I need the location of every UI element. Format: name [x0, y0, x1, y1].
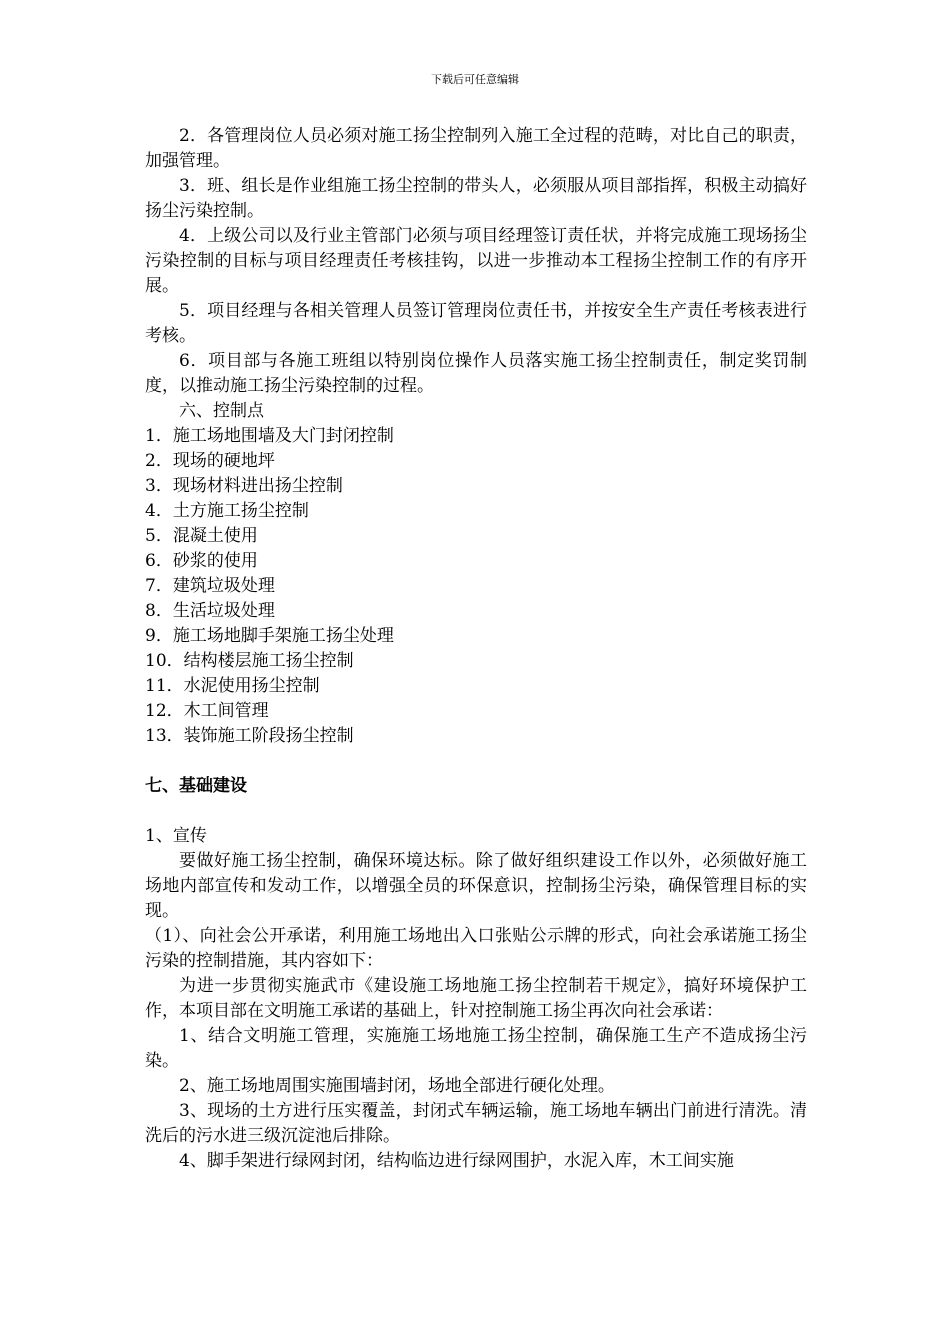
control-point-item: 2．现场的硬地坪 [145, 451, 275, 471]
subsection-title-publicity: 1、宣传 [145, 826, 207, 846]
control-point-item: 4．土方施工扬尘控制 [145, 501, 309, 521]
paragraph-commitment-intro: 为进一步贯彻实施武市《建设施工场地施工扬尘控制若干规定》，搞好环境保护工作，本项目部在文明施工承诺的基础上，针对控制施工扬尘再次向社会承诺： [145, 976, 807, 1021]
paragraph-responsibility-3: 3．班、组长是作业组施工扬尘控制的带头人，必须服从项目部指挥，积极主动搞好扬尘污染控制。 [145, 176, 807, 221]
control-points-title: 六、控制点 [179, 401, 264, 421]
commitment-item: 2、施工场地周围实施围墙封闭，场地全部进行硬化处理。 [179, 1076, 615, 1096]
spacer [145, 799, 807, 824]
control-point-item: 7．建筑垃圾处理 [145, 576, 275, 596]
control-point-item: 11．水泥使用扬尘控制 [145, 676, 320, 696]
commitment-item: 3、现场的土方进行压实覆盖，封闭式车辆运输，施工场地车辆出门前进行清洗。清洗后的污水进三级沉淀池后排除。 [145, 1101, 807, 1146]
paragraph-public-commitment: （1）、向社会公开承诺，利用施工场地出入口张贴公示牌的形式，向社会承诺施工扬尘污染的控制措施，其内容如下： [145, 926, 807, 971]
control-point-item: 8．生活垃圾处理 [145, 601, 275, 621]
control-point-item: 9．施工场地脚手架施工扬尘处理 [145, 626, 394, 646]
paragraph-responsibility-6: 6．项目部与各施工班组以特别岗位操作人员落实施工扬尘控制责任，制定奖罚制度，以推动施工扬尘污染控制的过程。 [145, 351, 807, 396]
document-body [145, 124, 807, 1174]
paragraph-publicity-intro: 要做好施工扬尘控制，确保环境达标。除了做好组织建设工作以外，必须做好施工场地内部宣传和发动工作，以增强全员的环保意识，控制扬尘污染，确保管理目标的实现。 [145, 851, 807, 921]
paragraph-responsibility-2: 2．各管理岗位人员必须对施工扬尘控制列入施工全过程的范畴，对比自己的职责，加强管理。 [145, 126, 807, 171]
control-point-item: 5．混凝土使用 [145, 526, 258, 546]
commitment-item: 4、脚手架进行绿网封闭，结构临边进行绿网围护，水泥入库，木工间实施 [179, 1151, 734, 1171]
paragraph-responsibility-4: 4．上级公司以及行业主管部门必须与项目经理签订责任状，并将完成施工现场扬尘污染控制的目标与项目经理责任考核挂钩，以进一步推动本工程扬尘控制工作的有序开展。 [145, 226, 807, 296]
paragraph-responsibility-5: 5．项目经理与各相关管理人员签订管理岗位责任书，并按安全生产责任考核表进行考核。 [145, 301, 807, 346]
control-point-item: 1．施工场地围墙及大门封闭控制 [145, 426, 394, 446]
page-header: 下载后可任意编辑 [431, 73, 519, 86]
control-point-item: 12．木工间管理 [145, 701, 269, 721]
section-heading-basic-construction: 七、基础建设 [145, 776, 247, 796]
control-point-item: 6．砂浆的使用 [145, 551, 258, 571]
control-point-item: 3．现场材料进出扬尘控制 [145, 476, 343, 496]
commitment-item: 1、结合文明施工管理，实施施工场地施工扬尘控制，确保施工生产不造成扬尘污染。 [145, 1026, 807, 1071]
spacer [145, 749, 807, 774]
control-point-item: 13．装饰施工阶段扬尘控制 [145, 726, 354, 746]
control-point-item: 10．结构楼层施工扬尘控制 [145, 651, 354, 671]
